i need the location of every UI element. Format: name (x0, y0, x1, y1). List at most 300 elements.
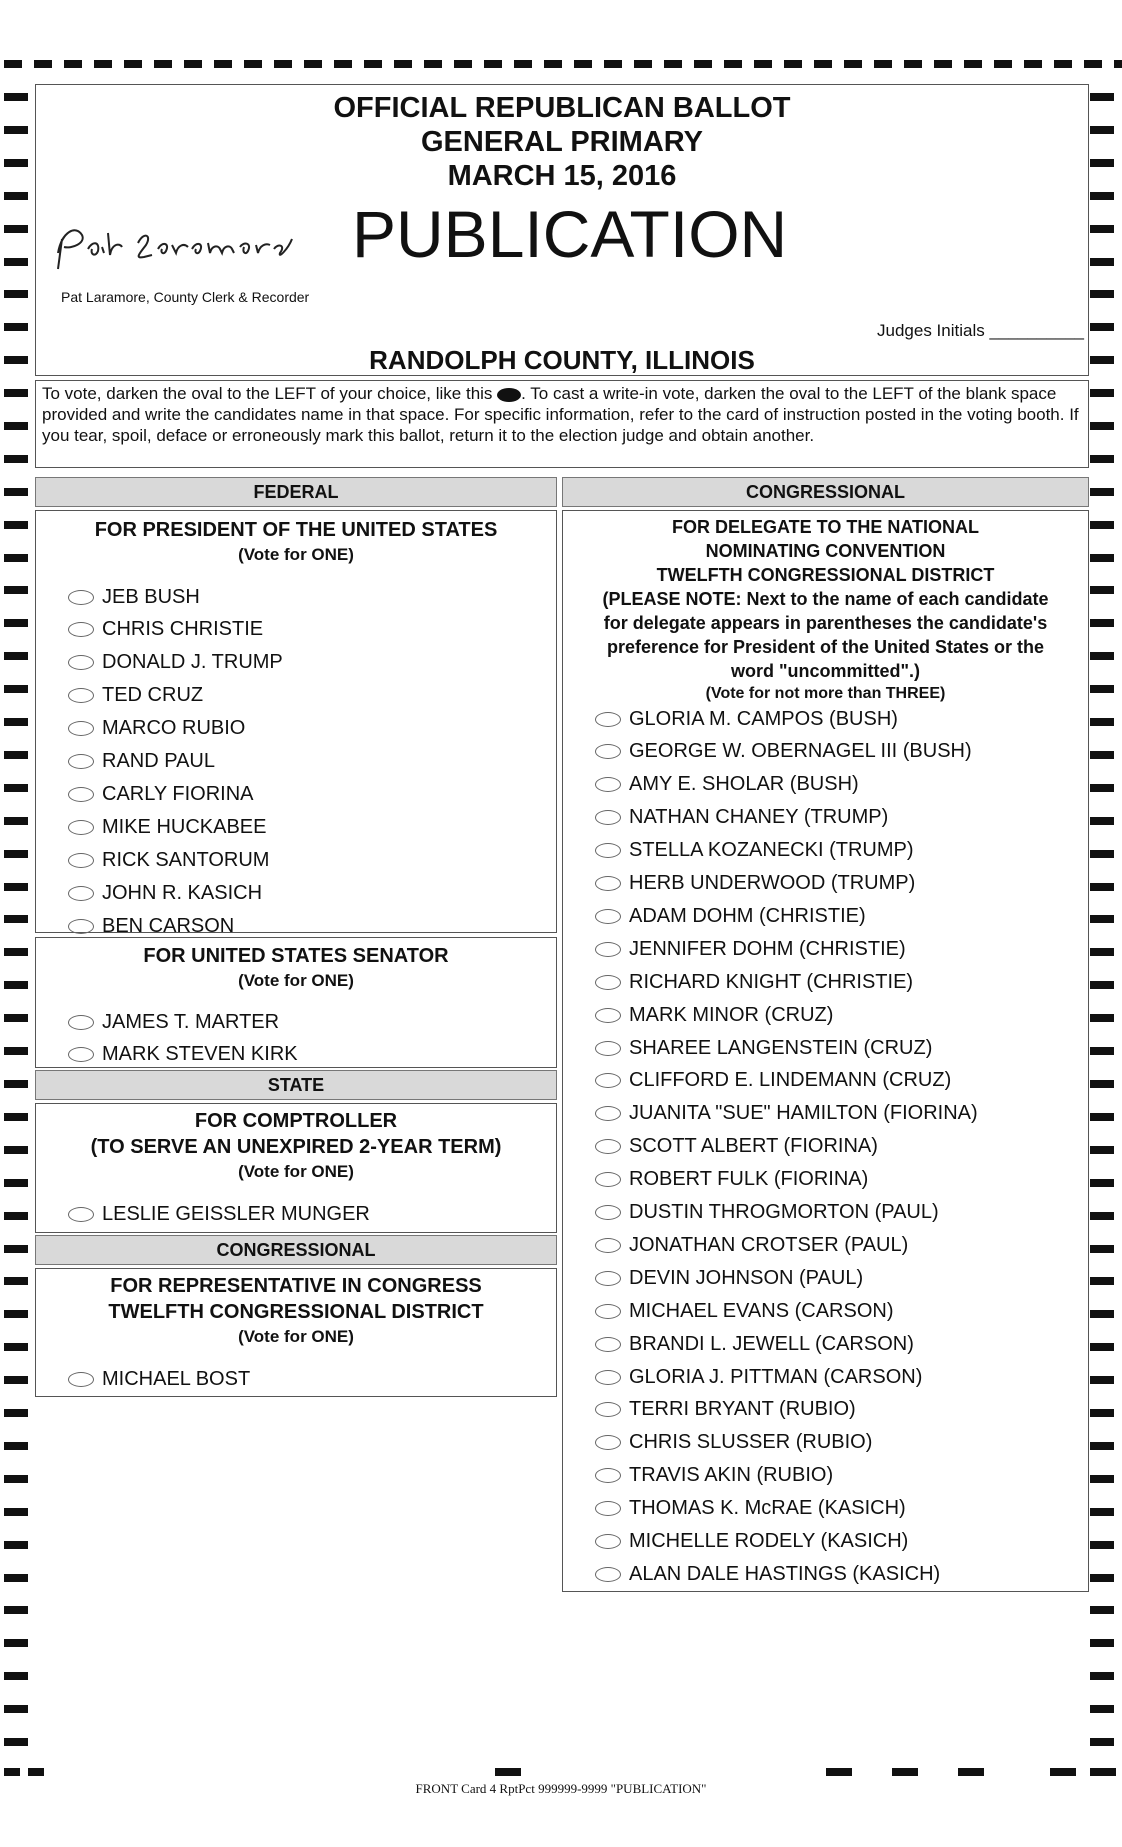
timing-mark (1090, 1080, 1114, 1088)
timing-mark (1090, 290, 1114, 298)
timing-mark (1090, 93, 1114, 101)
race-title-line: (PLEASE NOTE: Next to the name of each candidate (602, 589, 1049, 609)
candidate-name: MICHAEL BOST (102, 1367, 251, 1390)
instructions-part1: To vote, darken the oval to the LEFT of your choice, like this (42, 384, 493, 403)
timing-mark (1090, 1113, 1114, 1121)
candidate-name: ROBERT FULK (FIORINA) (629, 1168, 869, 1191)
vote-oval[interactable] (68, 919, 94, 934)
timing-mark (4, 619, 28, 627)
race-title-line: NOMINATING CONVENTION (705, 541, 946, 561)
timing-mark (244, 60, 262, 68)
candidate-name: TRAVIS AKIN (RUBIO) (629, 1464, 834, 1487)
candidate-name: STELLA KOZANECKI (TRUMP) (629, 839, 914, 862)
timing-mark (634, 60, 652, 68)
timing-mark (124, 60, 142, 68)
vote-oval[interactable] (68, 622, 94, 637)
timing-mark (1090, 1277, 1114, 1285)
vote-oval[interactable] (68, 1015, 94, 1030)
candidate-row[interactable] (595, 1098, 978, 1130)
race-title-line: FOR DELEGATE TO THE NATIONAL (672, 517, 979, 537)
timing-mark (4, 1047, 28, 1055)
candidate-row[interactable] (595, 1229, 908, 1261)
candidate-name: SCOTT ALBERT (FIORINA) (629, 1135, 878, 1158)
timing-mark (1090, 1212, 1114, 1220)
candidate-row[interactable] (68, 614, 263, 646)
vote-oval[interactable] (68, 655, 94, 670)
vote-oval[interactable] (595, 876, 621, 891)
vote-oval[interactable] (595, 1041, 621, 1056)
race-title: FOR UNITED STATES SENATOR (143, 945, 449, 967)
vote-oval[interactable] (595, 1304, 621, 1319)
timing-mark (4, 93, 28, 101)
candidate-row[interactable] (595, 1131, 878, 1163)
timing-mark (1090, 126, 1114, 134)
timing-mark (1090, 1146, 1114, 1154)
candidate-name: HERB UNDERWOOD (TRUMP) (629, 872, 916, 894)
vote-oval[interactable] (68, 688, 94, 703)
timing-mark (1090, 1442, 1114, 1450)
timing-mark (4, 751, 28, 759)
timing-mark (4, 1179, 28, 1187)
vote-oval[interactable] (68, 820, 94, 835)
ballot-title: OFFICIAL REPUBLICAN BALLOT (333, 92, 791, 124)
publication-label: PUBLICATION (352, 197, 788, 271)
candidate-name: ADAM DOHM (CHRISTIE) (629, 904, 866, 927)
timing-mark (1090, 422, 1114, 430)
timing-mark (1090, 883, 1114, 891)
candidate-row[interactable] (595, 1065, 951, 1097)
instructions-part2: . To cast a write-in vote, darken the oval to the LEFT of the blank space provided and write the candidates name in that space. For specific information, refer to the card of instruction posted in the voting booth. If you tear, spoil, deface or erroneously mark this ballot, return it to the election judge and obtain another. (42, 384, 1079, 445)
timing-mark (4, 356, 28, 364)
candidate-name: NATHAN CHANEY (TRUMP) (629, 806, 889, 829)
timing-mark (4, 652, 28, 660)
timing-mark (1054, 60, 1072, 68)
vote-oval[interactable] (595, 1106, 621, 1121)
timing-mark (844, 60, 862, 68)
timing-mark (454, 60, 472, 68)
vote-oval[interactable] (68, 1047, 94, 1062)
race-title-line: TWELFTH CONGRESSIONAL DISTRICT (656, 565, 995, 585)
candidate-row[interactable] (595, 868, 915, 900)
ballot-header (35, 84, 1089, 376)
vote-oval[interactable] (595, 777, 621, 792)
timing-mark (64, 60, 82, 68)
vote-instruction: (Vote for ONE) (238, 971, 354, 990)
vote-instruction: (Vote for ONE) (238, 1162, 354, 1181)
timing-mark (4, 60, 22, 68)
candidate-row[interactable] (68, 1039, 298, 1071)
timing-mark (484, 60, 502, 68)
timing-mark (4, 883, 28, 891)
candidate-row[interactable] (595, 802, 888, 834)
candidate-row[interactable] (595, 1427, 872, 1459)
timing-mark (4, 126, 28, 134)
timing-mark (4, 1146, 28, 1154)
race-subtitle: TWELFTH CONGRESSIONAL DISTRICT (108, 1301, 484, 1323)
candidate-row[interactable] (595, 1361, 922, 1393)
candidate-name: RICK SANTORUM (102, 848, 270, 871)
race-title-line: for delegate appears in parentheses the candidate's (603, 613, 1048, 633)
timing-mark (4, 192, 28, 200)
timing-mark (1090, 225, 1114, 233)
timing-mark (1090, 488, 1114, 496)
timing-mark (4, 948, 28, 956)
election-type: GENERAL PRIMARY (421, 126, 703, 158)
timing-mark (664, 60, 682, 68)
clerk-signature (48, 213, 308, 273)
vote-oval[interactable] (595, 1073, 621, 1088)
timing-mark (4, 1014, 28, 1022)
candidate-name: JENNIFER DOHM (CHRISTIE) (629, 937, 906, 960)
timing-mark (4, 784, 28, 792)
candidate-row[interactable] (595, 1262, 863, 1294)
race-representative (35, 1268, 557, 1397)
timing-mark (4, 1113, 28, 1121)
vote-instruction: (Vote for ONE) (238, 1327, 354, 1346)
timing-mark (214, 60, 232, 68)
timing-mark (4, 1310, 28, 1318)
race-president (35, 510, 557, 937)
timing-mark (1090, 1376, 1114, 1384)
candidate-name: JUANITA "SUE" HAMILTON (FIORINA) (629, 1102, 978, 1125)
timing-mark (958, 1768, 984, 1776)
timing-mark (904, 60, 922, 68)
ballot-footer: FRONT Card 4 RptPct 999999-9999 "PUBLICATION" (415, 1781, 707, 1796)
timing-mark (28, 1768, 44, 1776)
timing-mark (574, 60, 592, 68)
timing-mark (424, 60, 442, 68)
timing-mark (4, 1738, 28, 1746)
section-federal: FEDERAL (35, 477, 557, 507)
race-title-line: preference for President of the United States or the (606, 637, 1045, 657)
timing-mark (4, 586, 28, 594)
timing-mark (934, 60, 952, 68)
timing-mark (1090, 915, 1114, 923)
candidate-row[interactable] (595, 1164, 868, 1196)
candidate-name: GLORIA J. PITTMAN (CARSON) (629, 1365, 923, 1388)
timing-mark (274, 60, 292, 68)
candidate-row[interactable] (595, 835, 914, 867)
candidate-name: BRANDI L. JEWELL (CARSON) (629, 1332, 914, 1355)
clerk-name: Pat Laramore, County Clerk & Recorder (61, 289, 310, 305)
voting-instructions (35, 380, 1089, 468)
timing-mark (184, 60, 202, 68)
timing-mark (1090, 356, 1114, 364)
timing-mark (1090, 652, 1114, 660)
candidate-row[interactable] (595, 703, 898, 735)
timing-mark (4, 290, 28, 298)
timing-mark (4, 1475, 28, 1483)
vote-oval[interactable] (595, 975, 621, 990)
timing-mark (1090, 1574, 1114, 1582)
vote-oval[interactable] (595, 909, 621, 924)
timing-mark (1090, 948, 1114, 956)
timing-mark (4, 1639, 28, 1647)
timing-mark (1090, 1409, 1114, 1417)
candidate-name: MARK STEVEN KIRK (102, 1043, 298, 1066)
timing-mark (1090, 850, 1114, 858)
candidate-name: JAMES T. MARTER (102, 1010, 280, 1033)
timing-mark (1090, 159, 1114, 167)
race-delegate (562, 510, 1089, 1592)
candidate-name: JOHN R. KASICH (102, 881, 263, 904)
candidate-name: CHRIS CHRISTIE (102, 618, 264, 641)
race-title-line: word "uncommitted".) (730, 661, 921, 681)
timing-mark (4, 1343, 28, 1351)
candidate-row[interactable] (68, 877, 262, 909)
timing-mark (4, 1606, 28, 1614)
vote-oval[interactable] (595, 1238, 621, 1253)
timing-mark (1090, 1639, 1114, 1647)
vote-oval[interactable] (68, 853, 94, 868)
timing-mark (694, 60, 712, 68)
vote-oval[interactable] (68, 1372, 94, 1387)
candidate-row[interactable] (68, 778, 254, 810)
vote-oval[interactable] (68, 886, 94, 901)
timing-mark (1090, 619, 1114, 627)
race-senator (35, 937, 557, 1068)
candidate-name: CARLY FIORINA (102, 782, 254, 805)
vote-instruction: (Vote for not more than THREE) (705, 685, 946, 702)
candidate-row[interactable] (595, 769, 859, 801)
timing-mark (814, 60, 832, 68)
candidate-name: AMY E. SHOLAR (BUSH) (629, 773, 859, 796)
timing-mark (1090, 1705, 1114, 1713)
timing-mark (1024, 60, 1042, 68)
timing-mark (1090, 817, 1114, 825)
timing-mark (1090, 1768, 1116, 1776)
race-subtitle: (TO SERVE AN UNEXPIRED 2-YEAR TERM) (90, 1136, 502, 1158)
timing-mark (4, 1245, 28, 1253)
timing-mark (964, 60, 982, 68)
candidate-name: MARCO RUBIO (102, 717, 246, 740)
timing-mark (495, 1768, 521, 1776)
timing-mark (364, 60, 382, 68)
candidate-row[interactable] (595, 1558, 940, 1590)
timing-mark (4, 1212, 28, 1220)
timing-mark (4, 718, 28, 726)
vote-oval[interactable] (595, 1567, 621, 1582)
timing-mark (724, 60, 742, 68)
candidate-name: DUSTIN THROGMORTON (PAUL) (629, 1201, 939, 1223)
candidate-row[interactable] (595, 1526, 908, 1558)
race-comptroller (35, 1103, 557, 1233)
timing-mark (1084, 60, 1102, 68)
timing-mark (544, 60, 562, 68)
vote-oval[interactable] (595, 1402, 621, 1417)
vote-oval[interactable] (595, 1468, 621, 1483)
vote-oval[interactable] (595, 1501, 621, 1516)
timing-mark (4, 488, 28, 496)
vote-oval[interactable] (595, 810, 621, 825)
timing-mark (1090, 1672, 1114, 1680)
race-title: FOR PRESIDENT OF THE UNITED STATES (94, 519, 498, 541)
timing-mark (994, 60, 1012, 68)
timing-mark (1090, 455, 1114, 463)
timing-mark (4, 389, 28, 397)
candidate-row[interactable] (595, 1032, 932, 1064)
timing-mark (394, 60, 412, 68)
vote-oval[interactable] (595, 1435, 621, 1450)
timing-mark (4, 159, 28, 167)
candidate-name: RICHARD KNIGHT (CHRISTIE) (629, 970, 914, 993)
candidate-row[interactable] (68, 1198, 370, 1230)
candidate-name: LESLIE GEISSLER MUNGER (102, 1202, 370, 1225)
timing-mark (4, 422, 28, 430)
timing-mark (1090, 1541, 1114, 1549)
candidate-name: GLORIA M. CAMPOS (BUSH) (629, 707, 898, 730)
timing-mark (754, 60, 772, 68)
timing-mark (1090, 521, 1114, 529)
timing-mark (4, 1409, 28, 1417)
judges-initials: Judges Initials __________ (877, 321, 1084, 340)
vote-oval[interactable] (595, 843, 621, 858)
vote-oval[interactable] (595, 1008, 621, 1023)
candidate-name: MICHAEL EVANS (CARSON) (629, 1299, 894, 1322)
timing-mark (4, 1672, 28, 1680)
timing-mark (4, 258, 28, 266)
candidate-row[interactable] (595, 1394, 856, 1426)
candidate-row[interactable] (595, 1460, 833, 1492)
candidate-name: ALAN DALE HASTINGS (KASICH) (629, 1562, 941, 1585)
county-name: RANDOLPH COUNTY, ILLINOIS (369, 345, 755, 375)
vote-oval[interactable] (595, 712, 621, 727)
timing-mark (34, 60, 52, 68)
timing-mark (874, 60, 892, 68)
candidate-name: JEB BUSH (102, 585, 200, 608)
vote-oval[interactable] (595, 744, 621, 759)
timing-mark (1090, 718, 1114, 726)
candidate-row[interactable] (68, 647, 283, 679)
timing-mark (1090, 554, 1114, 562)
timing-mark (4, 1376, 28, 1384)
timing-mark (4, 521, 28, 529)
timing-mark (1090, 323, 1114, 331)
candidate-row[interactable] (595, 1493, 906, 1525)
timing-mark (1090, 784, 1114, 792)
timing-mark (4, 981, 28, 989)
candidate-name: DONALD J. TRUMP (102, 651, 283, 674)
candidate-name: MARK MINOR (CRUZ) (629, 1003, 834, 1026)
timing-mark (4, 915, 28, 923)
timing-mark (4, 817, 28, 825)
timing-mark (1090, 389, 1114, 397)
timing-mark (4, 1705, 28, 1713)
candidate-name: CLIFFORD E. LINDEMANN (CRUZ) (629, 1069, 952, 1092)
filled-oval-example (497, 388, 521, 402)
timing-mark (4, 1541, 28, 1549)
candidate-row[interactable] (68, 680, 203, 712)
candidate-row[interactable] (595, 999, 833, 1031)
timing-mark (4, 554, 28, 562)
vote-oval[interactable] (68, 721, 94, 736)
candidate-row[interactable] (68, 811, 266, 843)
timing-mark (1114, 60, 1122, 68)
timing-mark (604, 60, 622, 68)
timing-mark (4, 455, 28, 463)
vote-oval[interactable] (68, 787, 94, 802)
candidate-row[interactable] (68, 1363, 250, 1395)
candidate-row[interactable] (595, 1328, 914, 1360)
candidate-row[interactable] (68, 1006, 279, 1038)
timing-mark (1090, 1606, 1114, 1614)
timing-mark (4, 1080, 28, 1088)
candidate-name: SHAREE LANGENSTEIN (CRUZ) (629, 1036, 933, 1059)
timing-mark (4, 1277, 28, 1285)
timing-mark (1090, 258, 1114, 266)
section-state: STATE (35, 1070, 557, 1100)
vote-oval[interactable] (595, 1534, 621, 1549)
timing-mark (334, 60, 352, 68)
timing-mark (4, 1442, 28, 1450)
timing-mark (304, 60, 322, 68)
vote-oval[interactable] (68, 590, 94, 605)
timing-mark (826, 1768, 852, 1776)
timing-mark (4, 850, 28, 858)
section-congressional-left: CONGRESSIONAL (35, 1235, 557, 1265)
timing-mark (1090, 1343, 1114, 1351)
vote-oval[interactable] (595, 1370, 621, 1385)
candidate-row[interactable] (68, 844, 269, 876)
timing-mark (1090, 586, 1114, 594)
candidate-name: DEVIN JOHNSON (PAUL) (629, 1266, 864, 1289)
vote-oval[interactable] (595, 942, 621, 957)
timing-mark (4, 1508, 28, 1516)
candidate-name: JONATHAN CROTSER (PAUL) (629, 1233, 909, 1256)
candidate-name: THOMAS K. McRAE (KASICH) (629, 1497, 906, 1520)
candidate-name: CHRIS SLUSSER (RUBIO) (629, 1431, 873, 1454)
candidate-row[interactable] (595, 1295, 893, 1327)
candidate-row[interactable] (68, 746, 215, 778)
candidate-name: RAND PAUL (102, 750, 215, 772)
candidate-name: MICHELLE RODELY (KASICH) (629, 1530, 909, 1552)
vote-oval[interactable] (68, 754, 94, 769)
section-congressional-right: CONGRESSIONAL (562, 477, 1089, 507)
timing-mark (4, 1768, 20, 1776)
race-title (563, 515, 1088, 683)
timing-mark (1050, 1768, 1076, 1776)
vote-oval[interactable] (595, 1139, 621, 1154)
vote-oval[interactable] (595, 1337, 621, 1352)
timing-mark (1090, 1014, 1114, 1022)
candidate-row[interactable] (68, 581, 200, 613)
vote-oval[interactable] (68, 1207, 94, 1222)
candidate-row[interactable] (595, 736, 972, 768)
candidate-row[interactable] (68, 713, 245, 745)
vote-oval[interactable] (595, 1271, 621, 1286)
timing-mark (1090, 1738, 1114, 1746)
vote-oval[interactable] (595, 1172, 621, 1187)
timing-mark (514, 60, 532, 68)
instructions-text (42, 383, 1082, 446)
candidate-row[interactable] (595, 933, 906, 965)
timing-mark (154, 60, 172, 68)
timing-mark (1090, 1047, 1114, 1055)
timing-mark (784, 60, 802, 68)
timing-mark (1090, 1310, 1114, 1318)
candidate-name: GEORGE W. OBERNAGEL III (BUSH) (629, 740, 972, 763)
candidate-row[interactable] (595, 1197, 939, 1229)
candidate-row[interactable] (595, 900, 866, 932)
candidate-row[interactable] (595, 966, 913, 998)
timing-mark (1090, 751, 1114, 759)
timing-mark (1090, 685, 1114, 693)
timing-mark (1090, 1245, 1114, 1253)
candidate-name: TED CRUZ (102, 684, 204, 707)
vote-oval[interactable] (595, 1205, 621, 1220)
race-title: FOR REPRESENTATIVE IN CONGRESS (110, 1275, 482, 1297)
timing-mark (1090, 1508, 1114, 1516)
